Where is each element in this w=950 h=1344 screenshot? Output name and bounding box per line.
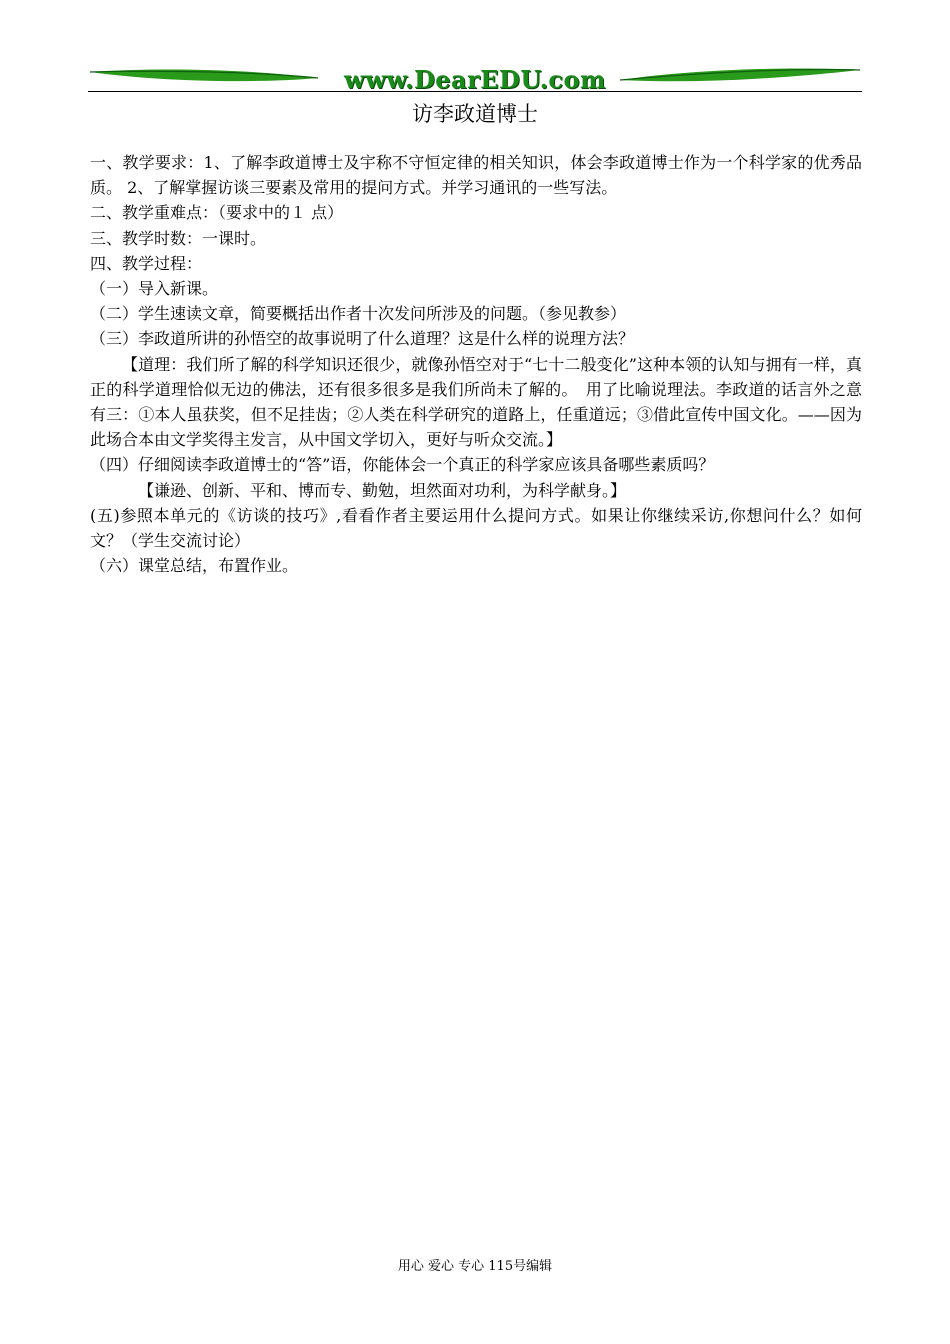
- paragraph-step-2: （二）学生速读文章，简要概括出作者十次发问所涉及的问题。（参见教参）: [90, 304, 627, 324]
- paragraph-step-5: (五)参照本单元的《访谈的技巧》,看看作者主要运用什么提问方式。如果让你继续采访,你想问什么？如何文？（学生交流讨论）: [90, 505, 862, 551]
- header-divider: [88, 91, 862, 92]
- paragraph-step-4-answer: 【谦逊、创新、平和、博而专、勤勉，坦然面对功利，为科学献身。】: [138, 480, 627, 500]
- paragraph-teaching-requirements: 一、教学要求：1、了解李政道博士及宇称不守恒定律的相关知识，体会李政道博士作为一个科学家的优秀品质。 2、了解掌握访谈三要素及常用的提问方式。并学习通讯的一些写法。: [90, 153, 862, 198]
- site-logo-text: www.DearEDU.com: [344, 65, 606, 94]
- site-header-banner: [88, 62, 862, 94]
- paragraph-step-6: （六）课堂总结，布置作业。: [90, 556, 299, 576]
- paragraph-key-points: 二、教学重难点：（要求中的１ 点）: [90, 203, 344, 223]
- paragraph-teaching-process: 四、教学过程：: [90, 253, 203, 273]
- page-footer: 用心 爱心 专心 115号编辑: [397, 1259, 553, 1274]
- document-title: 访李政道博士: [412, 102, 538, 126]
- paragraph-step-1: （一）导入新课。: [90, 279, 219, 299]
- paragraph-class-hours: 三、教学时数：一课时。: [90, 228, 267, 248]
- paragraph-step-3: （三）李政道所讲的孙悟空的故事说明了什么道理？这是什么样的说理方法？: [90, 329, 635, 349]
- document-body: [90, 150, 862, 578]
- paragraph-step-4: （四）仔细阅读李政道博士的“答”语，你能体会一个真正的科学家应该具备哪些素质吗？: [90, 455, 715, 475]
- paragraph-step-3-answer: 【道理：我们所了解的科学知识还很少，就像孙悟空对于“七十二般变化”这种本领的认知与拥有一样，真正的科学道理恰似无边的佛法，还有很多很多是我们所尚未了解的。 用了比喻说理法。李政道的话言外之意有三：①本人虽获奖，但不足挂齿；②人类在科学研究的道路上，任重道远；③借此宣传中国文化。——因为此场合本由文学奖得主发言，从中国文学切入，更好与听众交流。】: [90, 354, 862, 450]
